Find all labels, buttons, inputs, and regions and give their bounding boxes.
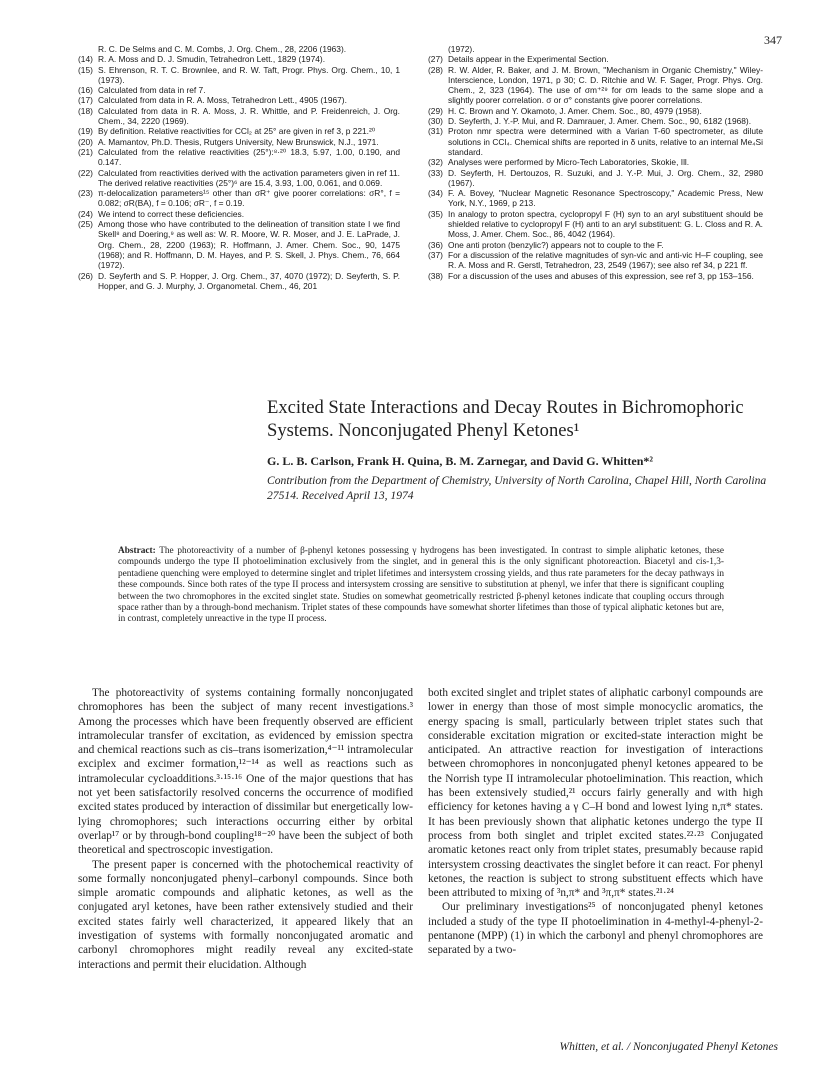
reference-item: (21) Calculated from the relative reactivities (25°):⁸·²⁰ 18.3, 5.97, 1.00, 0.190, and 0.147. xyxy=(78,146,400,168)
article-authors: G. L. B. Carlson, Frank H. Quina, B. M. Zarnegar, and David G. Whitten*² xyxy=(267,454,653,468)
reference-item: (17) Calculated from data in R. A. Moss, Tetrahedron Lett., 4905 (1967). xyxy=(78,95,347,106)
reference-item: (28) R. W. Alder, R. Baker, and J. M. Brown, "Mechanism in Organic Chemistry," Wiley-Interscience, London, 1971, p 30; C. D. Ritchie and W. F. Sager, Progr. Phys. Org. Chem., 2, 323 (1964). The use of σm⁺²⁹ for σm leads to the same slope and a slightly poorer correlation. σ or σ° constants give poorer correlations. xyxy=(428,64,763,106)
references-right-column xyxy=(428,44,763,281)
reference-item: (1972). xyxy=(448,44,475,54)
reference-item: (32) Analyses were performed by Micro-Tech Laboratories, Skokie, Ill. xyxy=(428,157,690,168)
body-paragraph: The present paper is concerned with the photochemical reactivity of some formally nonconjugated phenyl–carbonyl compounds. Since both simple aromatic compounds and aliphatic ketones, as well as the conjugated aryl ketones, have been rather extensively studied and their excited states fairly well characterized, it appeared likely that an investigation of systems with formally nonconjugated aromatic and carbonyl chromophores might readily reveal any excited-state interactions and permit their elucidation. Although xyxy=(78,858,413,971)
reference-item: (22) Calculated from reactivities derived with the activation parameters given in ref 11. The derived relative reactivities (25°)⁶ are 15.4, 3.93, 1.00, 0.061, and 0.069. xyxy=(78,167,400,188)
reference-item: (26) D. Seyferth and S. P. Hopper, J. Org. Chem., 37, 4070 (1972); D. Seyferth, S. P. Hopper, and G. J. Murphy, J. Organometal. Chem., 46, 201 xyxy=(78,270,400,291)
abstract xyxy=(118,546,724,626)
reference-item: (23) π-delocalization parameters¹⁵ other than σR⁺ give poorer correlations: σR°, f = 0.082; σR(BA), f = 0.106; σR⁻, f = 0.19. xyxy=(78,188,400,209)
reference-item: (19) By definition. Relative reactivities for CCl₂ at 25° are given in ref 3, p 221.²⁰ xyxy=(78,126,376,137)
reference-item: (15) S. Ehrenson, R. T. C. Brownlee, and R. W. Taft, Progr. Phys. Org. Chem., 10, 1 (1973). xyxy=(78,64,400,85)
reference-item: (34) F. A. Bovey, "Nuclear Magnetic Resonance Spectroscopy," Academic Press, New York, N.Y., 1969, p 213. xyxy=(428,188,763,209)
reference-item: (14) R. A. Moss and D. J. Smudin, Tetrahedron Lett., 1829 (1974). xyxy=(78,54,326,65)
abstract-text: The photoreactivity of a number of β-phenyl ketones possessing γ hydrogens has been investigated. In contrast to simple aliphatic ketones, these compounds undergo the type II photoelimination exclusively from the singlet, and in general this is the only significant photoreaction. Biacetyl and cis-1,3-pentadiene quenching were employed to determine singlet and triplet lifetimes and intersystem crossing yields, and thus rate parameters for the decay pathways in these compounds. Since both rates of the type II process and intersystem crossing are sensitive to substitution at phenyl, we infer that there is significant coupling between the two chromophores in the excited singlet state. Studies on somewhat geometrically restricted β-phenyl ketones indicate that coupling occurs through space rather than by a through-bond mechanism. Triplet states of these compounds have somewhat shorter lifetimes than those of typical aliphatic ketones but are, in contrast, completely unreactive in the type II process. xyxy=(118,546,724,625)
reference-item: (27) Details appear in the Experimental Section. xyxy=(428,54,609,65)
article-title: Excited State Interactions and Decay Routes in Bichromophoric Systems. Nonconjugated Phenyl Ketones¹ xyxy=(267,397,744,441)
body-paragraph: The photoreactivity of systems containing formally nonconjugated chromophores has been the subject of many recent investigations.³ Among the processes which have been frequently observed are efficient intramolecular transfer of excitation, as evidenced by emission spectra and chemical reactions such as cis–trans isomerization,⁴⁻¹¹ intramolecular exciplex and excimer formation,¹²⁻¹⁴ as well as reactions such as intramolecular cycloadditions.³·¹⁵·¹⁶ One of the major questions that has not yet been satisfactorily resolved concerns the occurrence of modified excited states produced by interaction of dissimilar but energetically low-lying chromophores; such interactions occurring either by orbital overlap¹⁷ or by through-bond coupling¹⁸⁻²⁰ have been the subject of both theoretical and spectroscopic investigation. xyxy=(78,687,413,857)
body-left-column xyxy=(78,686,413,972)
body-paragraph: both excited singlet and triplet states of aliphatic carbonyl compounds are lower in energy than those of most simple monocyclic aromatics, the energy spacing is small, particularly between triplet states such that considerable excitation migration or excited-state interaction might be anticipated. An attractive reaction for investigation of interactions between chromophores in nonconjugated phenyl ketones appeared to be the Norrish type II intramolecular photoelimination. This reaction, which has been extensively studied,²¹ occurs fairly generally and with high efficiency for ketones having a γ C–H bond and lowest lying n,π* states. It has been previously shown that aliphatic ketones undergo the type II process from both singlet and triplet excited states.²²·²³ Conjugated aromatic ketones react only from triplet states, presumably because rapid intersystem crossing deactivates the singlet before it can react. For phenyl ketones, the reaction is subject to strong substituent effects which have been attributed to mixing of ³n,π* and ³π,π* states.²¹·²⁴ xyxy=(428,687,763,900)
reference-item: (25) Among those who have contributed to the delineation of transition state I we find Skell⁸ and Doering,⁹ as well as: W. R. Moore, W. R. Moser, and J. E. LaPrade, J. Org. Chem., 28, 2200 (1963); R. Hoffmann, J. Amer. Chem. Soc., 90, 1475 (1968); and R. Hoffmann, D. M. Hayes, and P. S. Skell, J. Phys. Chem., 76, 664 (1972). xyxy=(78,219,400,271)
reference-item: (24) We intend to correct these deficiencies. xyxy=(78,208,245,219)
reference-item: R. C. De Selms and C. M. Combs, J. Org. Chem., 28, 2206 (1963). xyxy=(98,44,347,54)
reference-item: (38) For a discussion of the uses and abuses of this expression, see ref 3, pp 153–156. xyxy=(428,270,754,281)
article-header xyxy=(267,396,767,503)
article-affiliation: Contribution from the Department of Chemistry, University of North Carolina, Chapel Hill, North Carolina 27514. Received April 13, 1974 xyxy=(267,474,767,502)
abstract-label: Abstract: xyxy=(118,546,156,556)
reference-item: (33) D. Seyferth, H. Dertouzos, R. Suzuki, and J. Y.-P. Mui, J. Org. Chem., 32, 2980 (1967). xyxy=(428,167,763,188)
reference-item: (18) Calculated from data in R. A. Moss, J. R. Whittle, and P. Freidenreich, J. Org. Chem., 34, 2220 (1969). xyxy=(78,105,400,127)
references-left-column xyxy=(78,44,400,291)
body-right-column xyxy=(428,686,763,958)
reference-item: (30) D. Seyferth, J. Y.-P. Mui, and R. Damrauer, J. Amer. Chem. Soc., 90, 6182 (1968). xyxy=(428,116,752,127)
page-number: 347 xyxy=(764,33,782,47)
reference-item: (29) H. C. Brown and Y. Okamoto, J. Amer. Chem. Soc., 80, 4979 (1958). xyxy=(428,105,702,116)
reference-item: (35) In analogy to proton spectra, cyclopropyl F (H) syn to an aryl substituent should be shielded relative to cyclopropyl F (H) anti to an aryl substituent: G. L. Closs and R. A. Moss, J. Amer. Chem. Soc., 86, 4042 (1964). xyxy=(428,208,763,240)
reference-item: (20) A. Mamantov, Ph.D. Thesis, Rutgers University, New Brunswick, N.J., 1971. xyxy=(78,136,379,147)
body-paragraph: Our preliminary investigations²⁵ of nonconjugated phenyl ketones included a study of the type II photoelimination in 4-methyl-4-phenyl-2-pentanone (MPP) (1) in which the carbonyl and phenyl chromophores are separated by a two- xyxy=(428,901,763,957)
reference-item: (36) One anti proton (benzylic?) appears not to couple to the F. xyxy=(428,239,664,250)
reference-item: (37) For a discussion of the relative magnitudes of syn-vic and anti-vic H–F coupling, see R. A. Moss and R. Gerstl, Tetrahedron, 23, 2549 (1967); see also ref 34, p 221 ff. xyxy=(428,249,763,271)
running-footer: Whitten, et al. / Nonconjugated Phenyl Ketones xyxy=(559,1041,778,1053)
reference-item: (31) Proton nmr spectra were determined with a Varian T-60 spectrometer, as dilute solutions in CCl₄. Chemical shifts are reported in δ units, relative to an internal Me₄Si standard. xyxy=(428,126,763,157)
reference-item: (16) Calculated from data in ref 7. xyxy=(78,85,206,96)
